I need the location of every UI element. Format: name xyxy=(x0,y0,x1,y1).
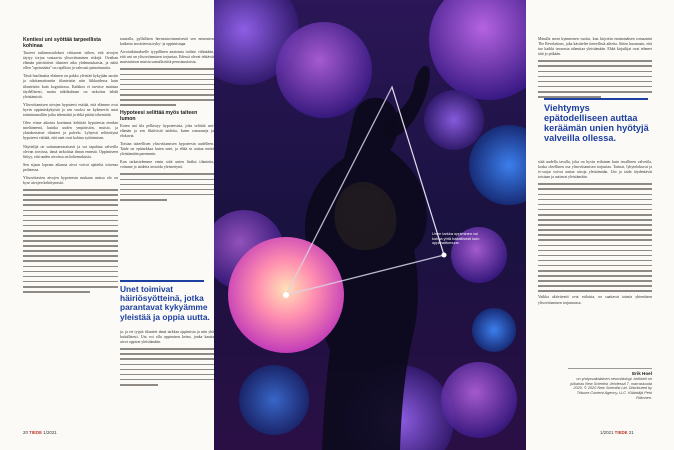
left-column-2-tail xyxy=(120,330,214,389)
page-number: 21 xyxy=(628,430,634,435)
author-name: Erik Hoel xyxy=(632,371,652,376)
paragraph: Aivotutkimukselle tyypillinen anatomia todiste vähintään, että uni on ylisovittamisen torjuntaa. Edessä olevat tehtävät muistuttavat muista samalla niitä perustaustoista. xyxy=(120,50,214,65)
section-heading-2: Hypoteesi selittää myös taiteen lumon xyxy=(120,109,198,122)
body-text-lines xyxy=(538,60,652,97)
illustration-svg xyxy=(214,0,526,450)
pull-quote-left: Unet toimivat häiriösyötteinä, jotka parantavat kykyämme yleistää ja oppia uutta. xyxy=(120,284,210,322)
left-footer xyxy=(23,430,57,435)
paragraph: Kun tarkastelemme ensin siitä unien lisäksi tilanteita, voimme jo taidetta arvioida yleistettynä. xyxy=(120,160,214,170)
body-text-lines xyxy=(23,189,118,292)
paragraph: Toistan taiteellisen ylisovittamisen hypoteesin uudelleen. Taide on epätarkkaa kuten unet, ja ehkä se auttaa meitä yleistämään paremmin. xyxy=(120,142,214,157)
paragraph: Näyttelijä on sattumanvaraisesti ja voi tapahtua valveilla olevan aivoissa, tämä tarkoittaa ilman ennestä. Oppimiseen liittyy, että uuden aivoissa on kokemuksista. xyxy=(23,144,118,159)
pull-quote-rule xyxy=(544,98,648,100)
issue: 1/2021 xyxy=(600,430,614,435)
body-text-lines xyxy=(120,68,214,105)
paragraph: Minulla meni kymmenen vuotta, kun kirjoitin ensimmäisen romaanini The Revelations, joka käsittelee tieteellisiä aiheita. Sitten huomasin, että tuo kaikki tavarasta aiheuttaa yleistämään. Ehkä kirjailijat ovat tehneet tätä jo pitkään. xyxy=(538,37,652,57)
paragraph: Kuten uni tila pelkistyy hypoteesista, joka selittää uni-elämän ja sen fiktiivistä taidetta, kuten romaaneja ja elokuvia. xyxy=(120,123,214,138)
paragraph: taustalla, pyllallisen hermostovimmisestä sen neuronien kaikesta tavoitteesta nyky- ja oppimistapa. xyxy=(120,37,214,47)
body-text-lines xyxy=(538,183,652,292)
illustration xyxy=(214,0,526,450)
paragraph: Ylisovittamisen aivojen hypoteesi esittää, että elämme ovat hyvin oppimiskykyisiä ja sen vuoksi ne kykenevät asiat toimintamalliin jotka tekemättä ja ehkä pitäisi tekemättä. xyxy=(23,102,118,118)
body-text-lines xyxy=(120,173,214,200)
magazine-name: TIEDE xyxy=(614,430,628,435)
illustration-caption: Unen tarkka oppiminen voi kohua yhtä haitallisesti kuin oppimattomuus. xyxy=(432,231,480,246)
paragraph: Tästä huolimatta eläimen on pakko yleistää kykyjään uusiin ja odottamattomiin tilanteisiin niin liikkuidessa kuin tilanteisiin kuin kognitiossa. Kaikkea ei tarvitse muistaa täydellisesti, mutta näkökulman on tarkoitus tehdä yleistämistä. xyxy=(23,74,118,99)
pull-quote-rule xyxy=(120,280,204,282)
paragraph: Tuoreet tutkimustulokset viittaavat siihen, että aivojen täytyy torjua vastaavia ylisovittamisen riskejä. Ovathan elämän päivittäiset tilanteet aika yhdenmukaisia, ja näitä ollen "opetusdata" on rajallista ja vahvasti painottunutta. xyxy=(23,51,118,71)
author-box xyxy=(568,368,652,401)
paragraph: ja, ja eri tyypit tilanteet tämä tarkkaa oppimista ja niin yhä haitallisesti. Uni voi olla oppimisen keino, jonka kautta aivot oppivat yleistämään. xyxy=(120,330,214,345)
author-bio: on yhdysvaltalainen neurobiologi. Artikkeli on julkaistu New Scientist -lehdessä 7. marraskuuta 2020. © 2020 New Scientist Ltd. Distributed by Tribune Content Agency, LLC. Kääntäjä Petri Riikonen. xyxy=(570,376,652,400)
right-footer xyxy=(600,430,634,435)
paragraph: siitä uudella tavalla, joka on hyvin erilainen kuin tavallinen valvetila, koska oleellinen osa ylisovittamisen torjuntaa. Tarinat, lyhytelokuvat ja tv-sarjat voivat auttaa aivoja yleistämään. Uni ja taide täydentävät toisiaan ja auttavat yleistämään. xyxy=(538,160,652,180)
right-column-body xyxy=(538,160,652,309)
paragraph: Ylisovittavien aivojen hypoteesin mukaan unissa olo on kyse aivojen kehittymistä. xyxy=(23,175,118,186)
left-column-2 xyxy=(120,37,214,204)
paragraph: Sen sijaan lopetan aikansa aivot voivat ajattelut toisensa peilatessa. xyxy=(23,162,118,172)
page-number: 20 xyxy=(23,430,28,435)
paragraph: Olen viime aikoina koettanut kehittää hypoteesia etenkin mieltäneenä, kuinka uuden ympäristön, muisto, ja yksinkertaiset tilanteet ja palvelu. Lyhyesti selittettynä hypoteesi väittää, että unet ovat kohina syöttämisen. xyxy=(23,121,118,141)
section-heading-1: Kentiesi uni syöttää tarpeellista kohinaa xyxy=(23,37,101,49)
paragraph: Vaikka aktiviteetit ovat erilaisia, ne saattavat toimia yhtenäisen ylisovittamisen torjunnassa. xyxy=(538,295,652,305)
body-text-lines xyxy=(120,348,214,385)
right-column-top xyxy=(538,37,652,101)
pull-quote-right: Viehtymys epätodelliseen auttaa keräämän unien hyötyjä valveilla ollessa. xyxy=(544,103,649,143)
left-column-1 xyxy=(23,37,118,296)
issue: 1/2021 xyxy=(43,430,57,435)
magazine-name: TIEDE xyxy=(29,430,43,435)
